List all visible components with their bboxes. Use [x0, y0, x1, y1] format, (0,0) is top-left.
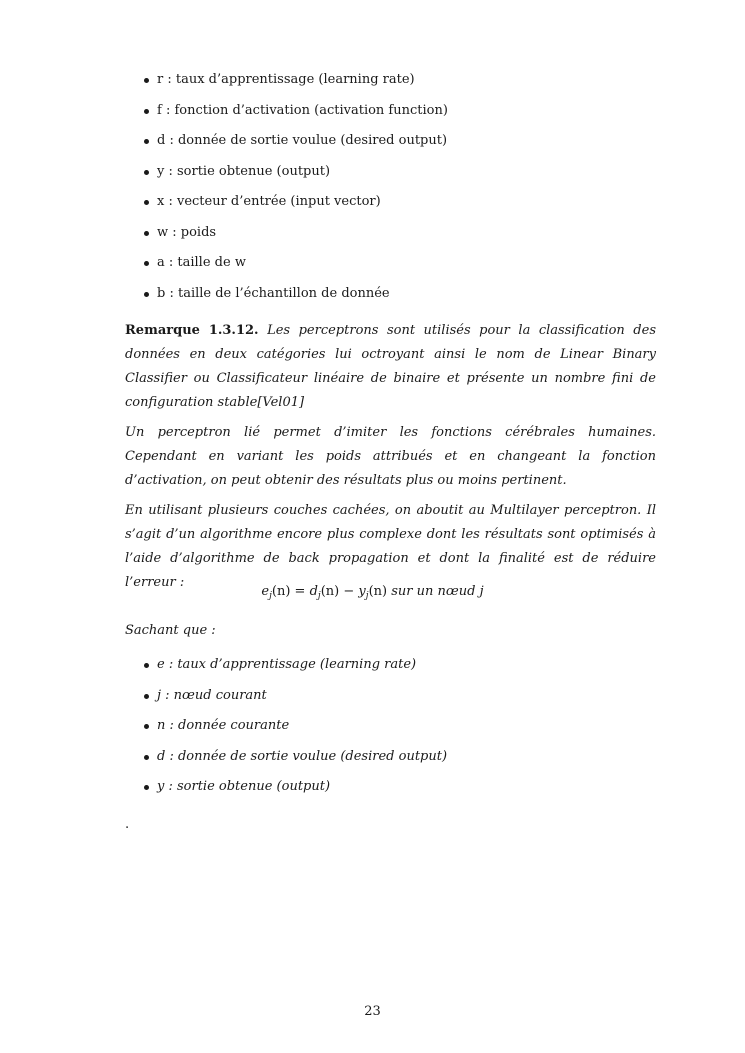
- list-item: y : sortie obtenue (output): [125, 162, 656, 193]
- list-item: w : poids: [125, 223, 656, 254]
- sachant-que: [125, 619, 656, 649]
- list-item: r : taux d’apprentissage (learning rate): [125, 70, 656, 101]
- paragraph: En utilisant plusieurs couches cachées, on aboutit au Multilayer perceptron. Il s’agit d’un algorithme encore plus complexe dont les résultats sont optimisés à l’aide d’algorithme de back propagation et dont la finalité est de réduire l’erreur :: [125, 503, 656, 590]
- equation: [0, 582, 745, 606]
- eq-sub: j: [317, 591, 321, 601]
- list-item: b : taille de l’échantillon de donnée: [125, 284, 656, 315]
- list-item: d : donnée de sortie voulue (desired output): [125, 747, 656, 778]
- eq-y: y: [358, 584, 366, 599]
- eq-arg: (n): [271, 584, 291, 599]
- symbol-list: [125, 655, 656, 808]
- list-item: d : donnée de sortie voulue (desired output): [125, 131, 656, 162]
- remark-label: Remarque 1.3.12.: [125, 323, 259, 338]
- list-item: e : taux d’apprentissage (learning rate): [125, 655, 656, 686]
- eq-arg: (n): [320, 584, 340, 599]
- eq-sub: j: [269, 591, 272, 601]
- list-item: a : taille de w: [125, 253, 656, 284]
- list-item: n : donnée courante: [125, 716, 656, 747]
- paragraph: Sachant que :: [125, 623, 216, 638]
- variable-list: [125, 70, 656, 314]
- list-item: y : sortie obtenue (output): [125, 777, 656, 808]
- eq-sub: j: [365, 591, 369, 601]
- eq-d: d: [309, 584, 318, 599]
- page-number: 23: [364, 1004, 381, 1019]
- eq-suffix: sur un nœud j: [387, 584, 484, 599]
- trailing-dot: .: [125, 817, 130, 832]
- list-item: j : nœud courant: [125, 686, 656, 717]
- eq-minus: −: [339, 584, 359, 599]
- eq-arg: (n): [368, 584, 388, 599]
- eq-e: e: [261, 584, 270, 599]
- paragraph: Un perceptron lié permet d’imiter les fonctions cérébrales humaines. Cependant en variant les poids attribués et en changeant la fonction d’activation, on peut obtenir des résultats plus ou moins pertinent.: [125, 425, 656, 488]
- remark-paragraph: [125, 319, 656, 415]
- list-item: f : fonction d’activation (activation function): [125, 101, 656, 132]
- eq-equals: =: [290, 584, 310, 599]
- list-item: x : vecteur d’entrée (input vector): [125, 192, 656, 223]
- body-text: [125, 319, 656, 601]
- remark-text: Les perceptrons sont utilisés pour la classification des données en deux catégories lui octroyant ainsi le nom de Linear Binary Classifier ou Classificateur linéaire de binaire et présente un nombre fini de configuration stable[Vel01]: [125, 323, 656, 410]
